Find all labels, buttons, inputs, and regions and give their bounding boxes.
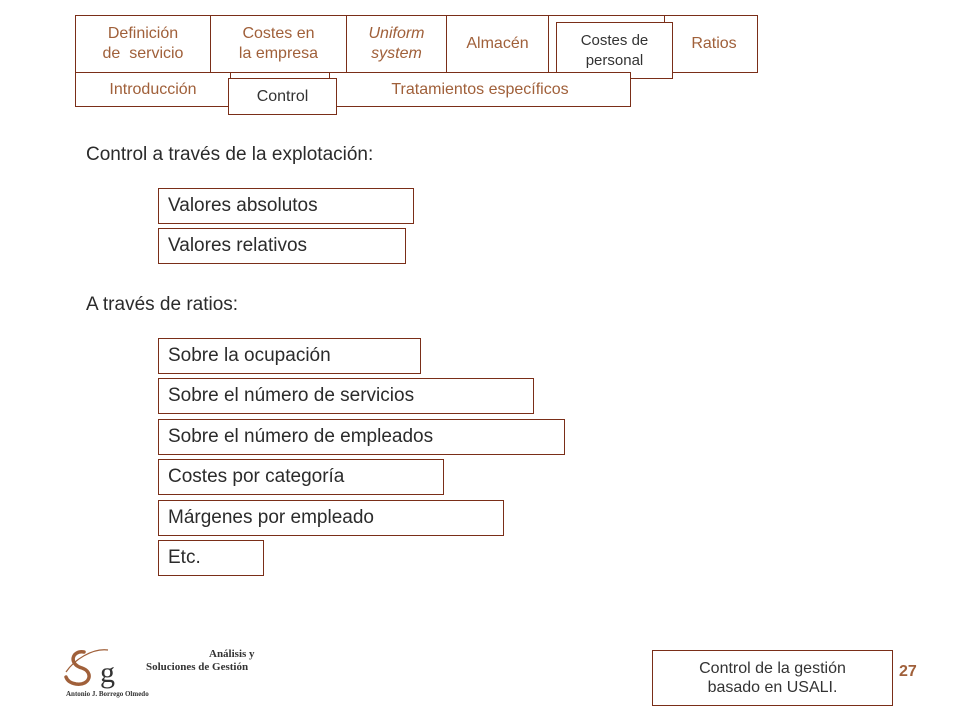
- logo-author: Antonio J. Borrego Olmedo: [66, 690, 149, 698]
- tab-costes-empresa[interactable]: [210, 15, 347, 73]
- item-sobre-numero-servicios: Sobre el número de servicios: [158, 378, 534, 414]
- tab-definicion-line2: de servicio: [102, 45, 184, 62]
- logo-line1: Análisis y: [209, 648, 255, 660]
- tab-definicion-servicio[interactable]: [75, 15, 211, 73]
- tab-costes-empresa-line1: Costes en: [242, 25, 315, 42]
- tab-costes-personal[interactable]: [556, 22, 673, 79]
- item-valores-relativos: Valores relativos: [158, 228, 406, 264]
- tab-introduccion[interactable]: [75, 72, 231, 107]
- item-valores-absolutos: Valores absolutos: [158, 188, 414, 224]
- section-heading-explotacion: Control a través de la explotación:: [86, 144, 374, 165]
- tab-uniform-line1: Uniform: [368, 25, 425, 42]
- tab-uniform-system[interactable]: [346, 15, 447, 73]
- tab-costes-personal-line2: personal: [585, 51, 644, 69]
- tab-almacen[interactable]: [446, 15, 549, 73]
- tab-control[interactable]: [228, 78, 337, 115]
- tab-almacen-label: Almacén: [466, 35, 529, 52]
- tab-uniform-line2: system: [371, 45, 422, 62]
- tab-ratios[interactable]: [664, 15, 758, 73]
- svg-text:g: g: [100, 656, 115, 689]
- tab-tratamientos-label: Tratamientos específicos: [391, 80, 569, 98]
- item-sobre-ocupacion: Sobre la ocupación: [158, 338, 421, 374]
- tab-costes-empresa-line2: la empresa: [238, 45, 319, 62]
- page-number: 27: [899, 663, 917, 680]
- item-margenes-empleado: Márgenes por empleado: [158, 500, 504, 536]
- tab-ratios-label: Ratios: [691, 35, 737, 52]
- tab-control-label: Control: [256, 87, 309, 105]
- company-logo: [64, 642, 274, 702]
- footer-line2: basado en USALI.: [707, 679, 838, 696]
- tab-definicion-line1: Definición: [107, 25, 179, 42]
- logo-line2: Soluciones de Gestión: [146, 661, 249, 673]
- item-costes-categoria: Costes por categoría: [158, 459, 444, 495]
- sg-logo-icon: [64, 642, 144, 690]
- tab-tratamientos-especificos[interactable]: [329, 72, 631, 107]
- tab-costes-personal-line1: Costes de: [580, 31, 649, 49]
- footer-line1: Control de la gestión: [699, 660, 846, 677]
- tab-introduccion-label: Introducción: [109, 80, 197, 98]
- item-sobre-numero-empleados: Sobre el número de empleados: [158, 419, 565, 455]
- section-heading-ratios: A través de ratios:: [86, 294, 239, 315]
- footer-title-box: [652, 650, 893, 706]
- item-etc: Etc.: [158, 540, 264, 576]
